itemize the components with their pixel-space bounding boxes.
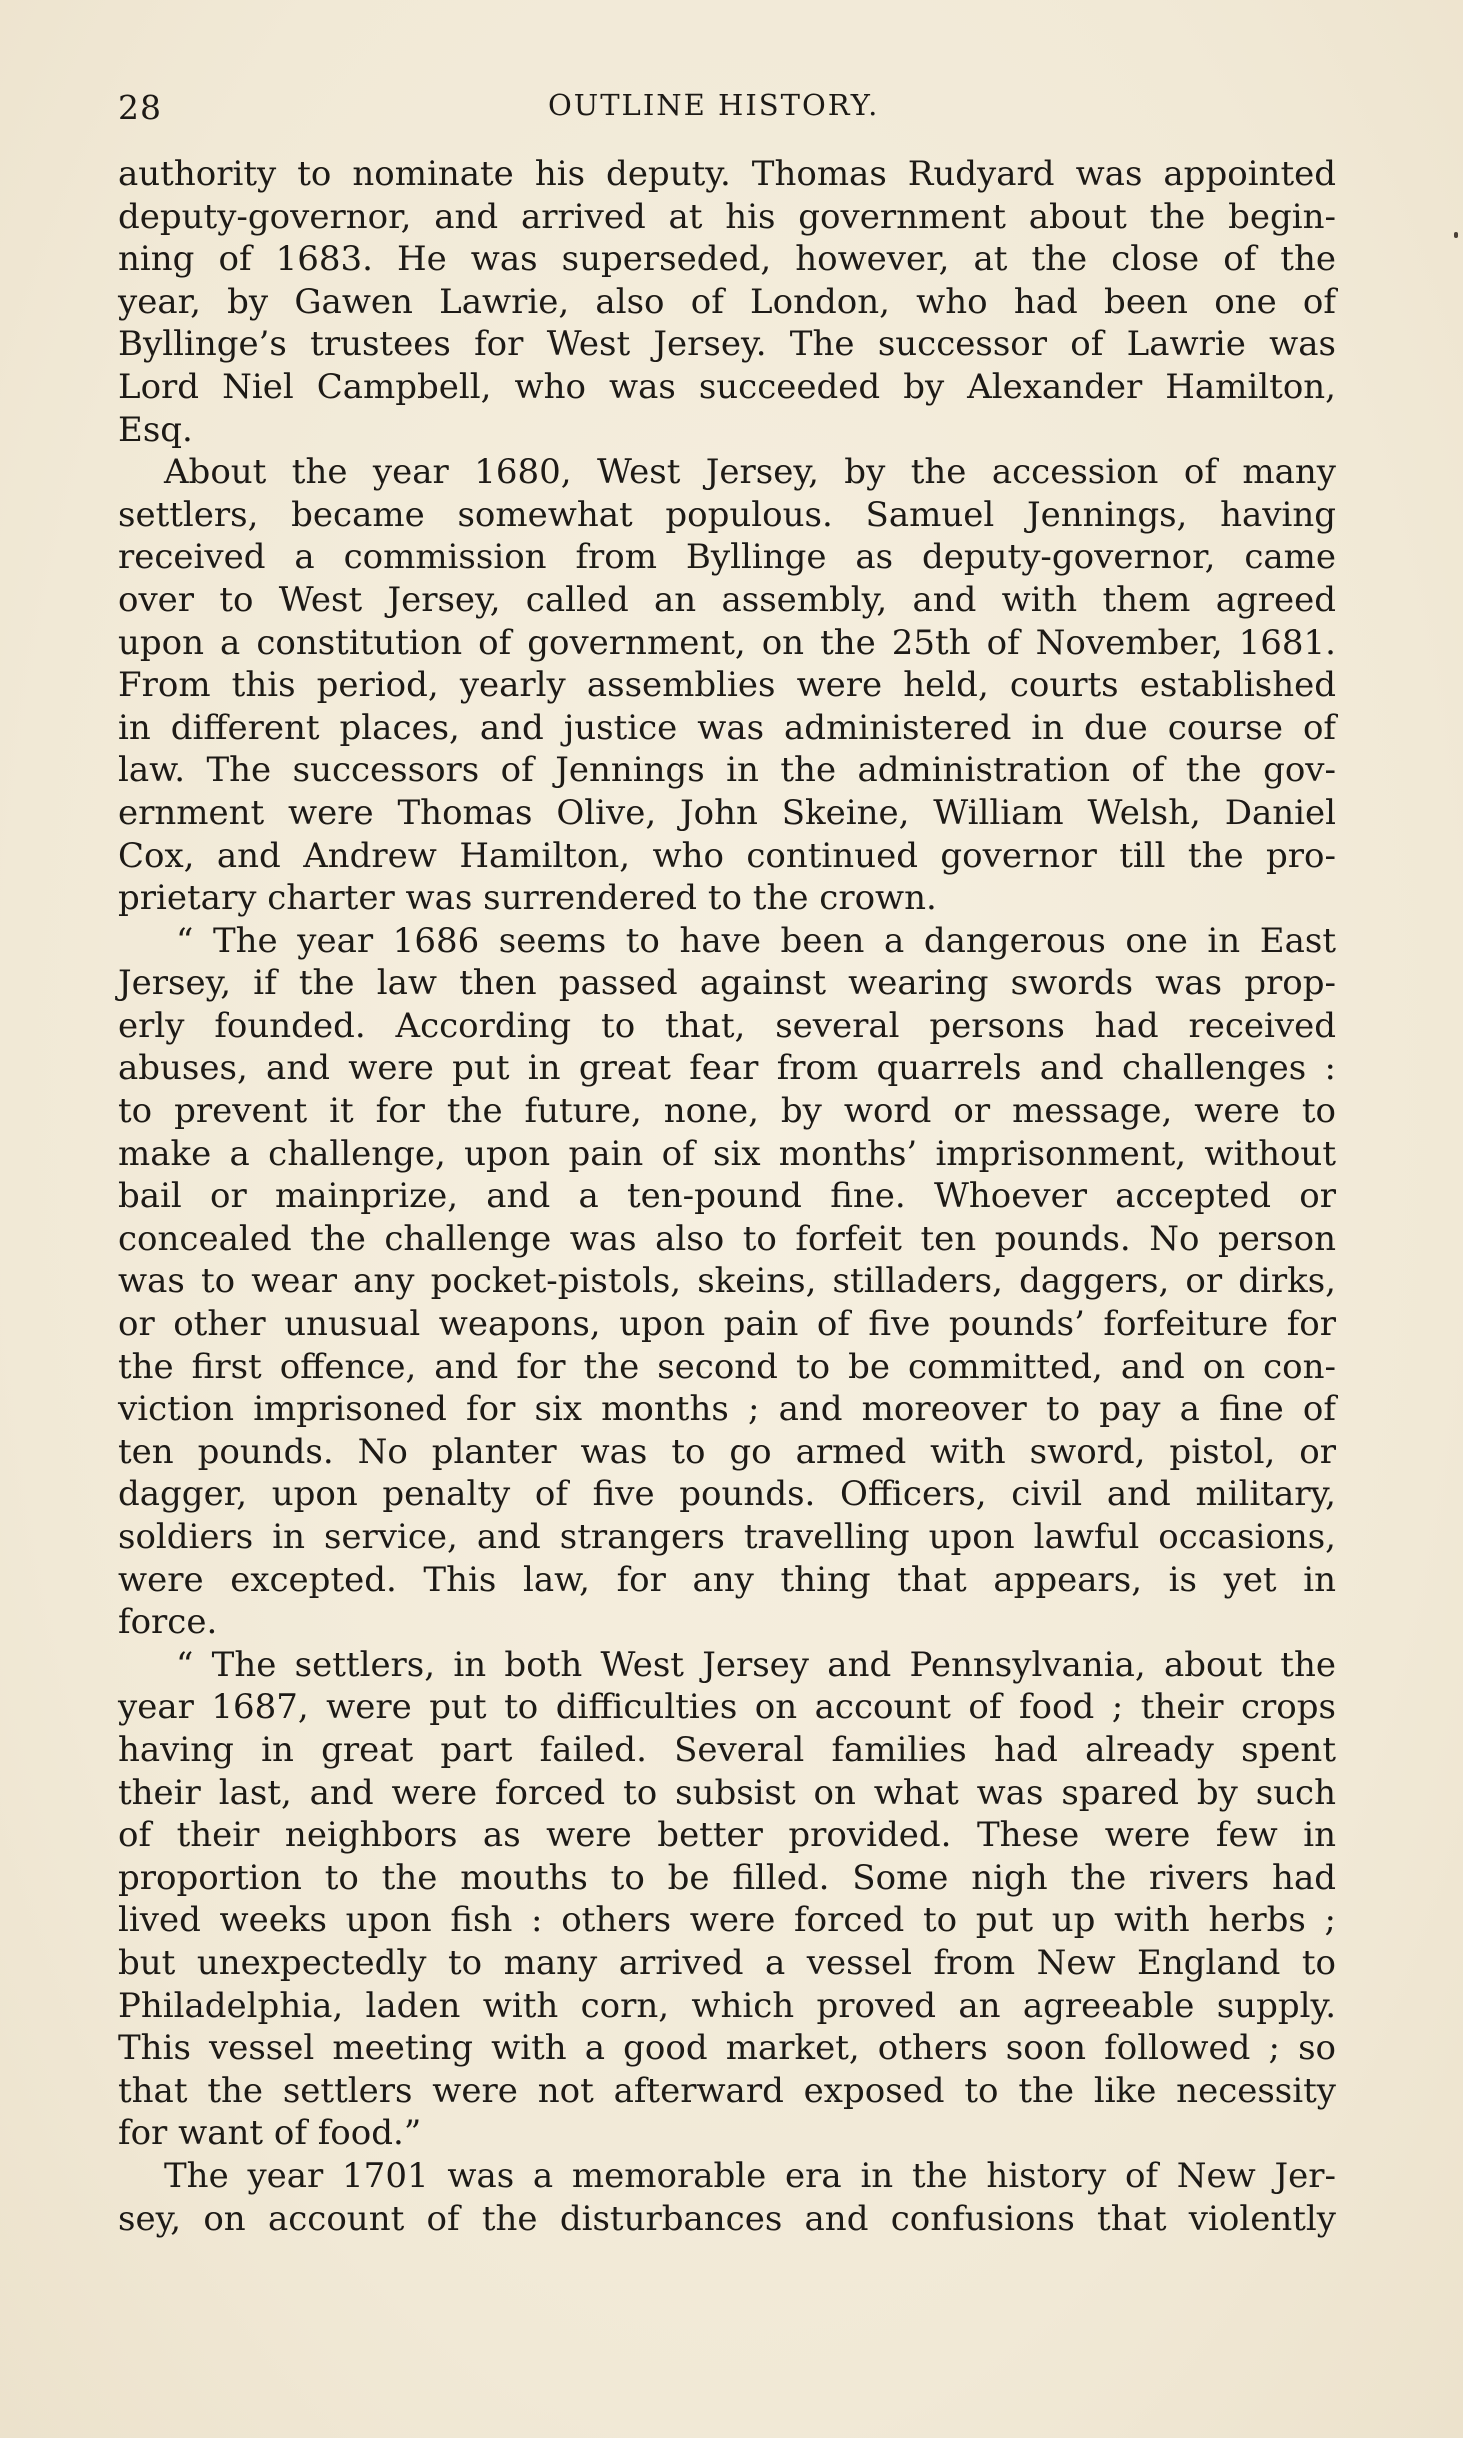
text-line: Cox, and Andrew Hamilton, who continued governor till the pro-	[118, 835, 1336, 876]
text-line: “ The year 1686 seems to have been a dangerous one in East	[176, 920, 1336, 961]
text-line: over to West Jersey, called an assembly, and with them agreed	[118, 579, 1336, 620]
text-line: “ The settlers, in both West Jersey and Pennsylvania, about the	[176, 1644, 1336, 1685]
text-line: From this period, yearly assemblies were held, courts established	[118, 665, 1336, 706]
text-line: was to wear any pocket-pistols, skeins, stilladers, daggers, or dirks,	[118, 1261, 1336, 1302]
text-line: About the year 1680, West Jersey, by the accession of many	[164, 452, 1336, 493]
body-text	[118, 153, 1336, 2240]
text-line: concealed the challenge was also to forfeit ten pounds. No person	[118, 1218, 1336, 1259]
text-line: to prevent it for the future, none, by word or message, were to	[118, 1091, 1336, 1132]
text-line: were excepted. This law, for any thing that appears, is yet in	[118, 1559, 1336, 1600]
text-line: Philadelphia, laden with corn, which proved an agreeable supply.	[118, 1985, 1336, 2026]
text-line: viction imprisoned for six months ; and moreover to pay a fine of	[118, 1389, 1336, 1430]
text-line: The year 1701 was a memorable era in the history of New Jer-	[164, 2155, 1336, 2196]
text-line: or other unusual weapons, upon pain of five pounds’ forfeiture for	[118, 1304, 1336, 1345]
text-line: Esq.	[118, 409, 193, 450]
bottom-margin	[0, 2240, 1463, 2438]
text-line: deputy-governor, and arrived at his government about the begin-	[118, 196, 1336, 237]
text-line: ning of 1683. He was superseded, however, at the close of the	[118, 239, 1336, 280]
text-line: of their neighbors as were better provided. These were few in	[118, 1815, 1336, 1856]
text-line: authority to nominate his deputy. Thomas Rudyard was appointed	[118, 154, 1336, 194]
text-line: lived weeks upon fish : others were forced to put up with herbs ;	[118, 1900, 1336, 1941]
text-line: that the settlers were not afterward exposed to the like necessity	[118, 2070, 1336, 2111]
text-line: proportion to the mouths to be filled. Some nigh the rivers had	[118, 1857, 1336, 1898]
paper-speck	[1454, 232, 1458, 238]
text-line: received a commission from Byllinge as deputy-governor, came	[118, 537, 1336, 578]
text-line: make a challenge, upon pain of six months’ imprisonment, without	[118, 1133, 1336, 1174]
text-line: Lord Niel Campbell, who was succeeded by Alexander Hamilton,	[118, 366, 1336, 407]
text-line: ten pounds. No planter was to go armed with sword, pistol, or	[118, 1431, 1336, 1472]
running-title: OUTLINE HISTORY.	[548, 88, 880, 122]
text-line: for want of food.”	[118, 2113, 422, 2154]
text-line: settlers, became somewhat populous. Samuel Jennings, having	[118, 494, 1336, 535]
text-line: law. The successors of Jennings in the administration of the gov-	[118, 750, 1336, 791]
text-line: Jersey, if the law then passed against wearing swords was prop-	[118, 963, 1336, 1004]
text-line: abuses, and were put in great fear from quarrels and challenges :	[118, 1048, 1336, 1089]
text-line: erly founded. According to that, several persons had received	[118, 1005, 1336, 1046]
text-line: dagger, upon penalty of five pounds. Officers, civil and military,	[118, 1474, 1336, 1515]
text-line: upon a constitution of government, on the 25th of November, 1681.	[118, 622, 1336, 663]
text-line: their last, and were forced to subsist on what was spared by such	[118, 1772, 1336, 1813]
text-line: Byllinge’s trustees for West Jersey. The successor of Lawrie was	[118, 324, 1336, 365]
text-line: force.	[118, 1602, 218, 1643]
text-line: prietary charter was surrendered to the crown.	[118, 878, 937, 919]
page-number: 28	[118, 88, 162, 127]
text-line: the first offence, and for the second to be committed, and on con-	[118, 1346, 1336, 1387]
text-line: in different places, and justice was administered in due course of	[118, 707, 1336, 748]
text-line: year, by Gawen Lawrie, also of London, who had been one of	[118, 281, 1336, 322]
text-line: ernment were Thomas Olive, John Skeine, William Welsh, Daniel	[118, 792, 1336, 833]
text-line: This vessel meeting with a good market, others soon followed ; so	[118, 2028, 1336, 2069]
page-header	[118, 84, 1338, 134]
text-line: year 1687, were put to difficulties on account of food ; their crops	[118, 1687, 1336, 1728]
text-line: having in great part failed. Several families had already spent	[118, 1729, 1336, 1770]
text-line: sey, on account of the disturbances and confusions that violently	[118, 2198, 1336, 2239]
text-line: soldiers in service, and strangers travelling upon lawful occasions,	[118, 1517, 1336, 1557]
text-line: bail or mainprize, and a ten-pound fine. Whoever accepted or	[118, 1176, 1336, 1217]
text-line: but unexpectedly to many arrived a vessel from New England to	[118, 1942, 1336, 1983]
